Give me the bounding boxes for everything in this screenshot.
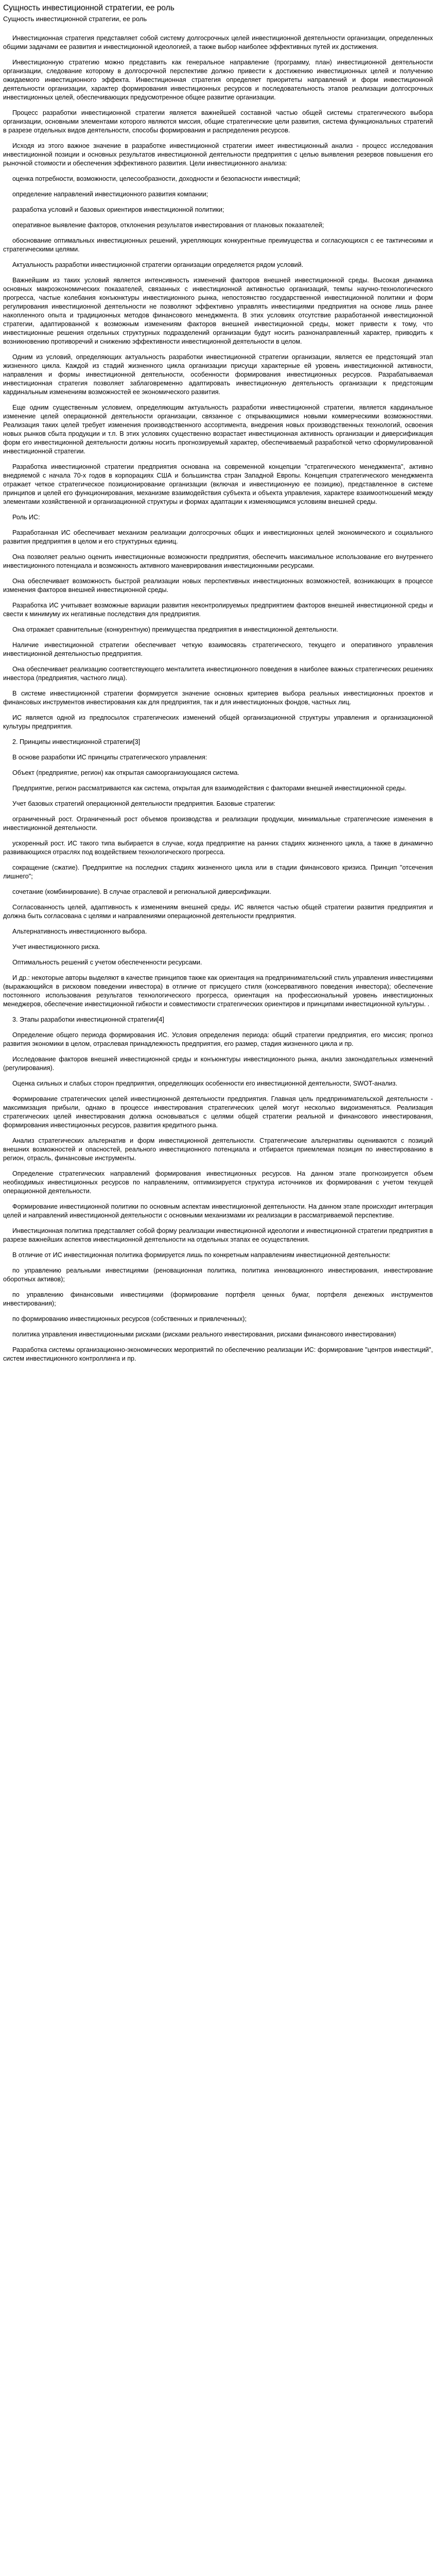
paragraph: Учет базовых стратегий операционной деятельности предприятия. Базовые стратегии: <box>12 800 276 807</box>
paragraph: Разработка инвестиционной стратегии предприятия основана на современной концепции "стратегического менеджмента", активно внедряемой с начала 70-х годов в корпорациях США и большинства стран Западной Европы. Концепция стратегического менеджмента отражает четкое стратегическое позиционирование организации (включая и инвестиционную ее позицию), представленное в системе принципов и целей его функционирования, механизме взаимодействия субъекта и объекта управления, характере взаимоотношений между элементами хозяйственной и организационной структуры и формах адаптации к изменяющимся условиям внешней среды. <box>3 463 433 505</box>
paragraph: Анализ стратегических альтернатив и форм инвестиционной деятельности. Стратегические альтернативы оцениваются с позиций внешних возможностей и опасностей, реального инвестиционного потенциала и отбирается приемлемая позиция по инвестированию в регион, отрасль, финансовые инструменты. <box>3 1137 433 1162</box>
paragraph: Определение стратегических направлений формирования инвестиционных ресурсов. На данном этапе прогнозируется объем необходимых инвестиционных ресурсов по направлениям, оптимизируется структура источников их формирования с учетом текущей операционной деятельности. <box>3 1170 433 1195</box>
paragraph: Еще одним существенным условием, определяющим актуальность разработки инвестиционной стратегии, является кардинальное изменение целей операционной деятельности организации, связанное с открывающимися новыми коммерческими возможностями. Реализация таких целей требует изменения производственного ассортимента, внедрения новых производственных технологий, освоения новых рынков сбыта продукции и т.п. В этих условиях существенно возрастает инвестиционная активность организации и диверсификация форм его инвестиционной деятельности должны носить прогнозируемый характер, обеспечиваемый разработкой четко сформулированной инвестиционной стратегии. <box>3 404 433 455</box>
paragraph: разработка условий и базовых ориентиров инвестиционной политики; <box>12 206 224 213</box>
paragraph: Процесс разработки инвестиционной стратегии является важнейшей составной частью общей системы стратегического выбора организации, основными элементами которого являются миссия, общие стратегические цели развития, система функциональных стратегий в разрезе отдельных видов деятельности, способы формирования и распределения ресурсов. <box>3 109 433 134</box>
paragraph: Исходя из этого важное значение в разработке инвестиционной стратегии имеет инвестиционный анализ - процесс исследования инвестиционной позиции и основных результатов инвестиционной деятельности предприятия с целью выявления резервов повышения его рыночной стоимости и обеспечения эффективного развития. Цели инвестиционного анализа: <box>3 142 433 167</box>
paragraph: Инвестиционная политика представляет собой форму реализации инвестиционной идеологии и инвестиционной стратегии предприятия в разрезе важнейших аспектов инвестиционной деятельности на отдельных этапах ее осуществления. <box>3 1227 433 1243</box>
paragraph: Объект (предприятие, регион) как открытая самоорганизующаяся система. <box>12 769 239 776</box>
paragraph: обоснование оптимальных инвестиционных решений, укрепляющих конкурентные преимущества и согласующихся с ее тактическими и стратегическими целями. <box>3 237 433 253</box>
paragraph: Формирование стратегических целей инвестиционной деятельности предприятия. Главная цель предпринимательской деятельности - максимизация прибыли, однако в процессе инвестирования стратегических целей могут несколько видоизменяться. Реализация стратегических целей инвестирования должна основываться с целями общей стратегии реальной и финансового инвестирования, формирования инвестиционных ресурсов, развития кредитного рынка. <box>3 1095 433 1129</box>
paragraph: Актуальность разработки инвестиционной стратегии организации определяется рядом условий. <box>12 261 304 268</box>
paragraph: оценка потребности, возможности, целесообразности, доходности и безопасности инвестиций; <box>12 175 301 182</box>
paragraph: Исследование факторов внешней инвестиционной среды и конъюнктуры инвестиционного рынка, анализ законодательных изменений (регулирования). <box>3 1056 433 1072</box>
paragraph: по управлению финансовыми инвестициями (формирование портфеля ценных бумаг, портфеля денежных инструментов инвестирования); <box>3 1291 433 1307</box>
paragraph: ИС является одной из предпосылок стратегических изменений общей организационной структуры управления и организационной культуры предприятия. <box>3 714 433 730</box>
paragraph: Она обеспечивает возможность быстрой реализации новых перспективных инвестиционных возможностей, возникающих в процессе изменения факторов внешней инвестиционной среды. <box>3 578 433 594</box>
paragraph: Она отражает сравнительные (конкурентную) преимущества предприятия в инвестиционной деятельности. <box>12 626 338 633</box>
paragraph: Оптимальность решений с учетом обеспеченности ресурсами. <box>12 959 202 966</box>
paragraph: Важнейшим из таких условий является интенсивность изменений факторов внешней инвестиционной среды. Высокая динамика основных макроэкономических показателей, связанных с инвестиционной активностью организаций, темпы научно-технологического прогресса, частые колебания конъюнктуры инвестиционного рынка, непостоянство государственной инвестиционной политики и форм регулирования инвестиционной деятельности не позволяют эффективно управлять инвестициями предприятия на основе лишь ранее накопленного опыта и традиционных методов финансового менеджмента. В этих условиях отсутствие разработанной инвестиционной стратегии, адаптированной к возможным изменениям факторов внешней инвестиционной среды, может привести к тому, что инвестиционные решения отдельных структурных подразделений организации будут носить разнонаправленный характер, приводить к возникновению противоречий и снижению эффективности инвестиционной деятельности в целом. <box>3 277 433 345</box>
paragraph: Наличие инвестиционной стратегии обеспечивает четкую взаимосвязь стратегического, текущего и оперативного управления инвестиционной деятельностью предприятия. <box>3 641 433 657</box>
paragraph: Она обеспечивает реализацию соответствующего менталитета инвестиционного поведения в наиболее важных стратегических решениях инвестора (предприятия, частного лица). <box>3 666 433 682</box>
paragraph: оперативное выявление факторов, отклонения результатов инвестирования от плановых показателей; <box>12 222 324 229</box>
paragraph: определение направлений инвестиционного развития компании; <box>12 191 208 198</box>
page-title: Сущность инвестиционной стратегии, ее роль <box>3 4 175 12</box>
paragraph: И др.: некоторые авторы выделяют в качестве принципов также как ориентация на предпринимательский стиль управления инвестициями (выражающийся в рисковом поведении инвестора) в отличие от присущего стиля (консервативного поведения инвестора); обеспечение постоянного использования результатов технологического прогресса, ориентация на профессиональный уровень инвестиционных менеджеров, обеспечение инвестиционной гибкости и совместимости стратегических ориентиров и принципами инвестиционной культуры. . <box>3 974 433 1008</box>
paragraph: Альтернативность инвестиционного выбора. <box>12 928 147 935</box>
paragraph: сокращение (сжатие). Предприятие на последних стадиях жизненного цикла или в стадии финансового кризиса. Принцип "отсечения лишнего"; <box>3 864 433 880</box>
paragraph: Разработка ИС учитывает возможные вариации развития неконтролируемых предприятием факторов внешней инвестиционной среды и свести к минимуму их негативные последствия для предприятия. <box>3 602 433 618</box>
paragraph: по управлению реальными инвестициями (реновационная политика, политика инновационного инвестирования, инвестирование оборотных активов); <box>3 1267 433 1283</box>
paragraph: Учет инвестиционного риска. <box>12 943 100 951</box>
paragraph: В отличие от ИС инвестиционная политика формируется лишь по конкретным направлениям инвестиционной деятельности: <box>12 1251 391 1259</box>
paragraph: ускоренный рост. ИС такого типа выбирается в случае, когда предприятие на ранних стадиях жизненного цикла, а также в динамично развивающихся отраслях под воздействием технологического прогресса. <box>3 840 433 856</box>
paragraph: Инвестиционную стратегию можно представить как генеральное направление (программу, план) инвестиционной деятельности организации, следование которому в долгосрочной перспективе должно привести к достижению инвестиционных целей и получению ожидаемого инвестиционного эффекта. Инвестиционная стратегия определяет приоритеты направлений и форм инвестиционной деятельности организации, характер формирования инвестиционных ресурсов и последовательность этапов реализации долгосрочных инвестиционных целей, обеспечивающих предусмотренное общее развитие организации. <box>3 59 433 101</box>
paragraph: Определение общего периода формирования ИС. Условия определения периода: общий стратегии предприятия, его миссия; прогноз развития экономики в целом, отраслевая принадлежность предприятия, его размер, стадия жизненного цикла и пр. <box>3 1031 433 1047</box>
paragraph: Роль ИС: <box>12 514 40 521</box>
paragraph: Предприятие, регион рассматриваются как система, открытая для взаимодействия с факторами внешней инвестиционной среды. <box>12 785 407 792</box>
paragraph: политика управления инвестиционными рисками (рисками реального инвестирования, рисками финансового инвестирования) <box>12 1331 396 1338</box>
paragraph: Согласованность целей, адаптивность к изменениям внешней среды. ИС является частью общей стратегии развития предприятия и должна быть согласована с целями и направлениями операционной деятельности предприятия. <box>3 904 433 920</box>
paragraph: Она позволяет реально оценить инвестиционные возможности предприятия, обеспечить максимальное использование его внутреннего инвестиционного потенциала и возможность активного маневрирования инвестиционными ресурсами. <box>3 553 433 569</box>
paragraph: В основе разработки ИС принципы стратегического управления: <box>12 754 207 761</box>
paragraph: Оценка сильных и слабых сторон предприятия, определяющих особенности его инвестиционной деятельности, SWOT-анализ. <box>12 1080 397 1087</box>
paragraph: В системе инвестиционной стратегии формируется значение основных критериев выбора реальных инвестиционных проектов и финансовых инструментов инвестирования как для предприятия, так и для инвестиционных фондов, частных лиц. <box>3 690 433 706</box>
paragraph: Инвестиционная стратегия представляет собой систему долгосрочных целей инвестиционной деятельности организации, определенных общими задачами ее развития и инвестиционной идеологией, а также выбор наиболее эффективных путей их достижения. <box>3 35 433 50</box>
paragraph: Разработка системы организационно-экономических мероприятий по обеспечению реализации ИС: формирование "центров инвестиций", систем инвестиционного контроллинга и пр. <box>3 1346 433 1362</box>
page-subtitle: Сущность инвестиционной стратегии, ее роль <box>3 15 147 23</box>
paragraph: сочетание (комбинирование). В случае отраслевой и региональной диверсификации. <box>12 888 271 895</box>
paragraph: по формированию инвестиционных ресурсов (собственных и привлеченных); <box>12 1315 247 1323</box>
paragraph: 2. Принципы инвестиционной стратегии[3] <box>12 738 141 745</box>
paragraph: Формирование инвестиционной политики по основным аспектам инвестиционной деятельности. На данном этапе происходит интеграция целей и направлений инвестиционной деятельности с основными механизмами их реализации в рассматриваемой перспективе. <box>3 1203 433 1219</box>
paragraph: Разработанная ИС обеспечивает механизм реализации долгосрочных общих и инвестиционных целей экономического и социального развития предприятия в целом и его структурных единиц. <box>3 529 433 545</box>
paragraph: Одним из условий, определяющих актуальность разработки инвестиционной стратегии организации, является ее предстоящий этап жизненного цикла. Каждой из стадий жизненного цикла организации присущи характерные ей уровень инвестиционной активности, направления и формы инвестиционной деятельности, особенности формирования инвестиционных ресурсов. Разрабатываемая инвестиционная стратегия позволяет заблаговременно адаптировать инвестиционную деятельность организации к предстоящим кардинальным изменениям возможностей ее экономического развития. <box>3 353 433 396</box>
article-body <box>3 34 433 1363</box>
paragraph: ограниченный рост. Ограниченный рост объемов производства и реализации продукции, минимальные стратегические изменения в инвестиционной деятельности. <box>3 816 433 832</box>
paragraph: 3. Этапы разработки инвестиционной стратегии[4] <box>12 1016 164 1023</box>
